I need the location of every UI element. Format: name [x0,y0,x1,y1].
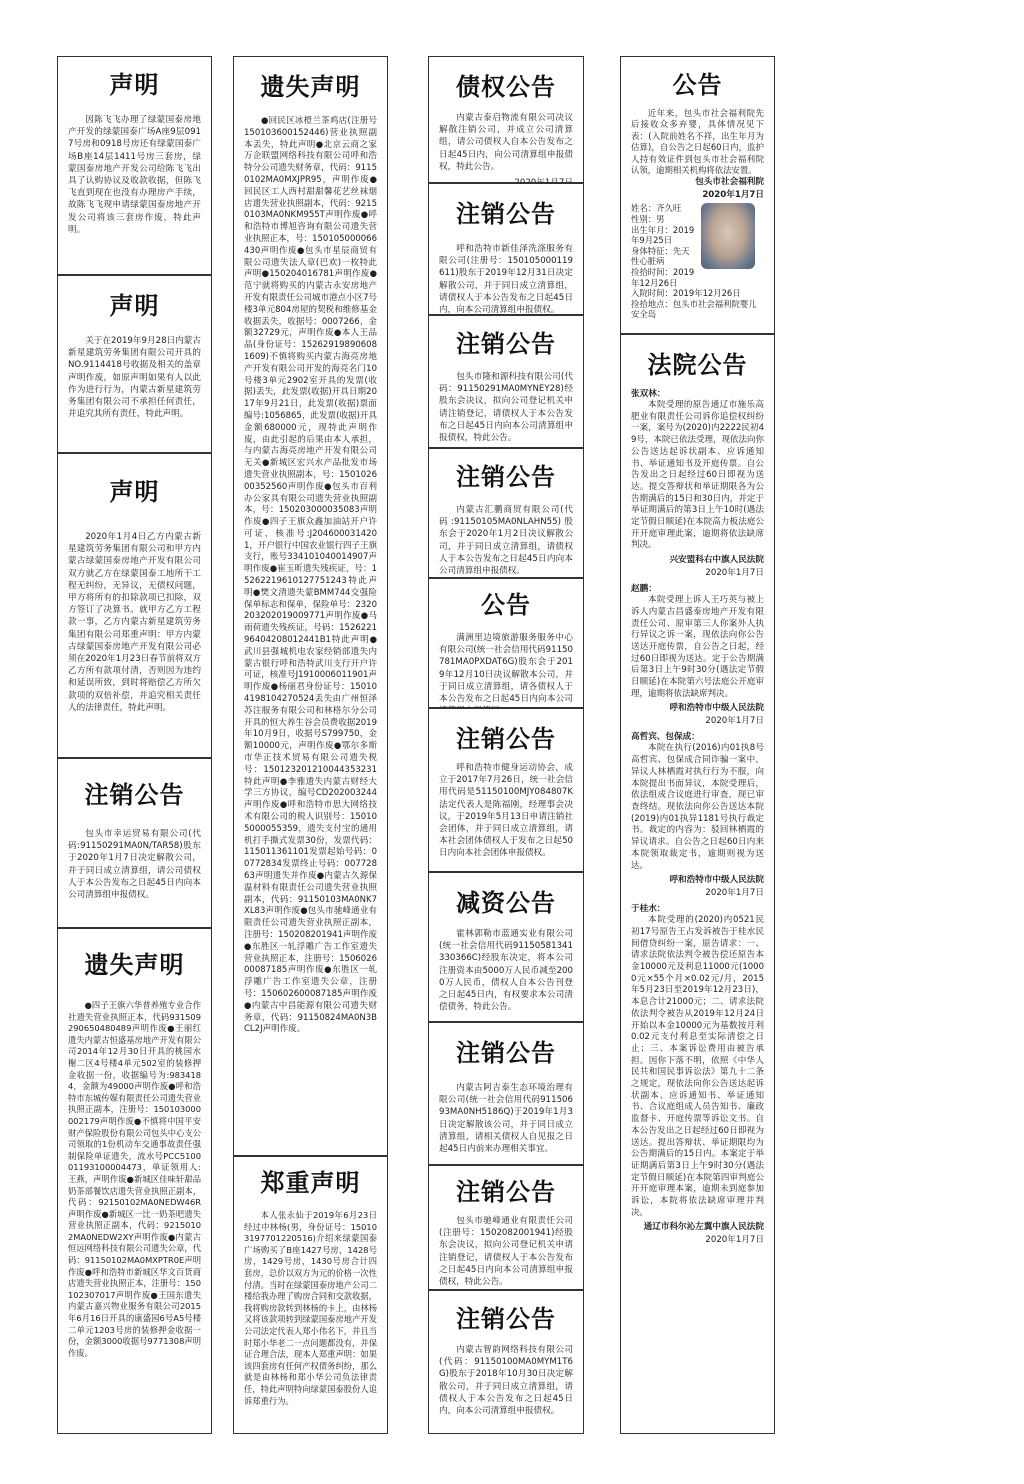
notice-title: 郑重声明 [260,1168,361,1197]
notice-title: 减资公告 [456,888,556,917]
notice-box [428,1165,584,1290]
child-line: 捡拾地点：包头市社会福利院婴儿安全岛 [631,298,757,320]
child-line: 捡拾时间：2019 [631,267,695,277]
court-date: 2020年1月7日 [705,1234,764,1245]
notice-body: 包头市驰峰通业有限责任公司(注册号：1502082001941)经股东会决议，拟向公司登记机关申请注销登记，请债权人于本公告发布之日起45日内向本公司清算组申报债权，特此公告。 [439,1216,573,1288]
child-line: 身体特征：先天 [631,245,690,256]
notice-org: 包头市社会福利院 [695,177,764,188]
court-party: 高哲宾、包保成： [631,732,700,743]
notice-box [57,928,212,1434]
notice-title: 注销公告 [456,199,556,228]
notice-date: 2020年1月7日 [702,189,764,200]
notice-body: 呼和浩特市新佳泽洗涤服务有限公司(注册号：150105000119611)股东于2019年12月31日决定解散公司，并于同日成立清算组，请债权人于本公告发布之日起45日内，向本公司清算组申报债权。 [439,244,573,316]
notice-box [57,453,212,758]
child-line: 年9月25日 [631,235,673,246]
notice-title: 公告 [481,590,531,619]
notice-box [57,275,212,453]
court-body: 本院受理的原告通辽市施乐高肥业有限责任公司诉你追偿权纠纷一案，案号为(2020)内2222民初49号，本院已依法受理，现依法向你公告送达起诉状副本、应诉通知书、举证通知书及开庭传票。自公告发出之日起经过60日即视为送达。提交答辩状和举证期限各为公告期满后的15日和30日内，并定于举证期满后的第3日上午10时(遇法定节假日顺延)在本院高力板法庭公开开庭审理此案，逾期将依法缺席判决。 [631,400,764,551]
notice-title: 注销公告 [456,1304,556,1333]
notice-title: 注销公告 [456,462,556,491]
notice-title: 注销公告 [456,1177,556,1206]
notice-box [428,315,584,448]
child-photo [701,203,755,269]
court-party: 于桂水： [631,904,666,915]
notice-body: 内蒙古阿吉泰生态环境治理有限公司(统一社会信用代码91150693MA0NH5186Q)于2019年1月3日决定解散该公司，并于同日成立清算组，请相关债权人自见报之日起45日内前来办理相关事宜。 [439,1083,573,1155]
notice-title: 声明 [109,70,160,99]
notice-body: 包头市隆和源科技有限公司(代码：91150291MA0MYNEY28)经股东会决议，拟向公司登记机关申请注销登记，请债权人于本公告发布之日起45日内向本公司清算组申报债权，特此公告。 [439,372,573,444]
notice-body: 内蒙古汇鹏商贸有限公司(代码:91150105MA0NLAHN55)股东会于2020年1月2日决议解散公司，并于同日成立清算组，请债权人于本公告发布之日起45日内向本公司清算组申报债权。 [439,505,573,577]
court-date: 2020年1月7日 [705,715,764,726]
notice-box [57,758,212,928]
notice-title: 遗失声明 [260,72,361,101]
notice-body: ●回民区冰橙兰茶鸡店(注册号150103600152446)营业执照副本丢失，特此声明●北京云商之家万企联盟网络科技有限公司呼和浩特分公司遗失财务章，代码：91150102MA0MXJPR95，声明作废●回民区工人西村甜甜馨花艺丝袜烟店遗失营业执照副本，代码：92150103MA0NKM955T声明作废●呼和浩特市博旭咨询有限公司遗失营业执照正本，号：150105000066430声明作废●包头市星辰商贸有限公司遗失法人章(巴欢)一枚特此声明●150204016781声明作废●范宁就将购买的内蒙古永安房地产开发有限责任公司城市港点小区7号楼3单元804房屋的契税和维修基金收据丢失，收据号：0007266，金额32729元，声明作废●本人王品品(身份证号：152629198906081609)不慎将购买内蒙古海亮房地产开发有限公司开发的海亮名门10号楼3单元2902室开具的发票(收据)丢失，此发票(收据)开具日期2017年9月21日，此发票(收据)票面编号:1056865，此发票(收据)开具金额680000元，现特此声明作废，由此引起的后果由本人承担，与内蒙古海亮房地产开发有限公司无关●新城区宏兴水产品批发市场遗失营业执照副本，号：150102600352560声明作废●包头市百利办公家具有限公司遗失营业执照副本，号：150203000035083声明作废●四子王旗众鑫加油站开户许可证，核准号:J2046000314201，开户银行中国农业银行四子王旗支行，账号334101040014907声明作废●崔玉昕遗失残疾证，号：15262219610127751243特此声明●樊文清遗失蒙BMM744交强险保单标志和保单，保险单号：2320203202019009771声明作废●马雨荷遗失残疾证，号码：152622196404208012441B1特此声明●武川县强城机电农家经销部遗失内蒙古银行呼和浩特武川支行开户许可证，核准号J1910006011901声明作废●杨丽君身份证号：150104198104270524丢失由广州恒泽苏注服务有限公司和林格尔分公司开具的恒大养生谷会员费收据2019年10月9日，收据号S799750，金额10000元，声明作废●鄂尔多斯市华正技术贸易有限公司遗失税号：150123201210044353231特此声明●李雅遗失内蒙古财经大学三方协议，编号CD202003244声明作废●呼和浩特市思大网络技术有限公司的税人识别号：150105000055359，遗失支付宝的通用机打手撕式发票30份，发票代码：115011361101发票起始号码：00772834发票终止号码：00772863声明遗失并作废●内蒙古久源保温材料有限责任公司遗失营业执照副本，代码：91150103MA0NK7XL83声明作废●包头市驰峰通业有限责任公司遗失营业执照正副本，注册号：150208201941声明作废●东胜区一轧浮雕广告工作室遗失营业执照正本，注册号：150602600087185声明作废●东胜区一轧浮雕广告工作室遗失公章，注册号：150602600087185声明作废●内蒙古中昌能源有限公司遗失财务章，代码：91150824MA0N3BCL2J声明作废。 [244,116,377,1035]
notice-body: 满洲里边境旅游服务服务中心有限公司(统一社会信用代码91150781MA0PXDAT6G)股东会于2019年12月10日决议解散本公司，并于同日成立清算组，请各债权人于本公告发布之日起45日内向本公司 [439,633,573,705]
notice-body: 关于在2019年9月28日内蒙古新星建筑劳务集团有限公司开具的NO.9114418号收据及相关的盖章声明作废，如原声明如果有人以此作为进行行为，内蒙古新星建筑劳务集团有限公司不承担任何责任，并追究其所有责任，特此声明。 [68,336,201,420]
notice-title: 注销公告 [456,724,556,753]
court-body: 本院在执行(2016)内01执8号高哲宾、包保成合同诈骗一案中，异议人林栖霞对执行行为不服，向本院提出书面异议，本院受理后，依法组成合议庭进行审查，现已审查终结。现依法向你公告送达本院(2019)内01执异1181号执行裁定书。裁定的内容为：驳回林栖霞的异议请求。自公告之日起60日内来本院领取裁定书，逾期则视为送达。 [631,743,764,871]
notice-box [57,56,212,275]
notice-body: ●四子王旗六华普养殖专业合作社遗失营业执照正本，代码931509290650480489声明作废●王丽红遗失内蒙古恒盛基房地产开发有限公司2014年12月30日开具的桃园水榭二区4号楼4单元502室的装修押金收据一份，收据编号为:9834184，金额为49000声明作废●呼和浩特市东城传媒有限责任公司遗失营业执照正副本，注册号：150103000002179声明作废●不慎将中国平安财产保险股份有限公司包头中心支公司领取的1份机动车交通事故责任强制保险单证遗失，流水号PCC510001193100004473，单证领用人:王燕，声明作废●新城区佳味轩甜品奶茶部餐饮店遗失营业执照正副本，代码：92150102MA0NEDW46R声明作废●新城区一比一奶茶吧遗失营业执照正副本，代码：92150102MA0NEDW2XY声明作废●内蒙古恒远网络科技有限公司遗失公章，代码：91150102MA0MXPTR0E声明作废●呼和浩特市新城区华文百货商店遗失营业执照正本，注册号：150102307017声明作废●王国东遗失内蒙古嘉兴物业服务有限公司2015年6月16日开具的康盛园6号A5号楼二单元1203号房的装修押金收据一份，金额3000收据号9771308声明作废。 [68,1000,201,1358]
notice-body: 内蒙古泰启物流有限公司决议解散注销公司，并成立公司清算组，请公司债权人自本公告发布之日起45日内，向公司清算组申报债权，特此公告。 [439,113,573,172]
child-line: 姓名：齐久旺 [631,203,682,214]
court-party: 赵鹏： [631,584,657,595]
child-line: 性心脏病 [631,256,665,267]
notice-box [428,1290,584,1434]
notice-body: 2020年1月4日乙方内蒙古新星建筑劳务集团有限公司和甲方内蒙古绿蒙国泰房地产开发有限公司双方就乙方在绿蒙国泰工地所干工程无纠纷，无异议，无债权问题，甲方将所有的扣除款项已扣除，双方签订了决算书。就甲方乙方工程款一事，乙方内蒙古新星建筑劳务集团有限公司郑重声明：甲方内蒙古绿蒙国泰房地产开发有限公司必须在2020年1月23日春节前将双方乙方所有款项付清，否则因为违约和延误所致，到时将赔偿乙方所欠款项的双倍补偿，并追究相关责任人的法律责任，特此声明。 [68,532,201,713]
notice-body: 呼和浩特市健身运动协会，成立于2017年7月26日，统一社会信用代码是51150100MJY084807K法定代表人是陈福刚，经理事会决议，于2019年5月13日申请注销社会团体，并于同日成立清算组，请本社会团体债权人于发布之日起50日内向本社会团体申报债权。 [439,763,573,859]
notice-title: 法院公告 [647,350,748,379]
child-line: 入院时间：2019年12月26日 [631,288,741,299]
notice-body: 因陈飞飞办理了绿蒙国泰房地产开发的绿蒙国泰广场A座9层0917号房和0918号房还有绿蒙国泰广场B座14层1411号房三套房，绿蒙国泰房地产开发公司给陈飞飞出具了认购协议及收款收据，但陈飞飞直到现在也没有办理房产手续，故陈飞飞现申请绿蒙国泰房地产开发公司将该三套房作废，特此声明。 [68,115,201,235]
notice-title: 声明 [109,477,160,506]
court-party: 张双林： [631,389,666,399]
notice-box [428,183,584,315]
child-line: 出生年月：2019 [631,224,695,235]
court-date: 2020年1月7日 [705,887,764,898]
notice-box [620,334,775,1434]
court-org: 通辽市科尔沁左翼中旗人民法院 [643,1222,764,1233]
notice-box [428,56,584,183]
court-org: 呼和浩特市中级人民法院 [669,875,764,886]
notice-box [233,1156,388,1434]
notice-box [428,708,584,872]
notice-title: 注销公告 [84,780,185,809]
notice-body: 本人张永仙于2019年6月23日经过中林杨(男，身份证号：150103197701220516)介绍来绿蒙国泰广场购买了B座1427号房，1428号房，1429号房，1430号房合计四套房，总价以双方为元的价格一次性付清。当时在绿蒙国泰房地产公司二楼给我办理了购房合同和交款收据，我将购房款转到林杨的卡上，由林杨又将该款项转到绿蒙国泰房地产开发公司法定代表人郑小伟名下，并且当时郑小华老二一点问题都没有，并保证合理合法，现本人郑重声明：如果该四套房有任何产权债务纠纷，那么就是由林杨和郑小华公司负法律责任，特此声明特向绿蒙国泰股份人追诉郑重行为。 [244,1210,377,1406]
notice-title: 遗失声明 [84,950,185,979]
notice-title: 注销公告 [456,1038,556,1067]
child-line: 年12月26日 [631,277,678,288]
notice-title: 债权公告 [456,72,556,101]
notice-body: 近年来，包头市社会福利院先后接收众多弃婴，具体情况见下表：(入院前姓名不祥，出生年月为估算)，自公告之日起60日内，监护人持有效证件到包头市社会福利院认领，逾期相关机构将依法安置。 [631,108,764,176]
notice-box [428,578,584,708]
court-org: 呼和浩特市中级人民法院 [669,703,764,714]
court-date: 2020年1月7日 [705,567,764,578]
notice-title: 注销公告 [456,329,556,358]
notice-box [233,56,388,1156]
notice-body: 内蒙古智韵网络科技有限公司(代码：91150100MA0MYM1T6G)股东于2018年10月30日决定解散公司，并于同日成立清算组，请债权人于本公告发布之日起45日内，向本公司清算组申报债权。 [439,1345,573,1417]
notice-title: 公告 [672,70,723,99]
court-body: 本院受理上诉人王巧英与被上诉人内蒙古昌盛泰房地产开发有限责任公司、原审第三人你案外人执行异议之诉一案，现依法向你公告送达开庭传票，自公告之日起，经过60日即视为送达。定于公告期满后第3日上午9时30分(遇法定节假日顺延)在本院第六号法庭公开庭审理，逾期将依法缺席判决。 [631,595,764,699]
notice-box [428,872,584,1022]
court-org: 兴安盟科右中旗人民法院 [669,555,764,566]
notice-title: 声明 [109,291,160,320]
child-line: 性别：男 [631,214,665,225]
notice-box [428,1022,584,1165]
court-body: 本院受理的(2020)内0521民初17号原告王占发诉被告于桂水民间借贷纠纷一案，原告请求：一、请求法院依法判令被告偿还原告本金10000元及利息11000元(10000元×55个月×0.02元/月，2015年5月23日至2019年12月23日)，本息合计21000元；二、请求法院依法判令被告从2019年12月24日开始以本金10000元为基数按月利0.02元支付利息至实际清偿之日止；三、本案诉讼费用由被告承担。因你下落不明，依照《中华人民共和国民事诉讼法》第九十二条之规定，现依法向你公告送达起诉状副本、应诉通知书、举证通知书、合议庭组成人员告知书、廉政监督卡、开庭传票等诉讼文书。自本公告发出之日起经过60日即视为送达。提出答辩状、举证期限均为公告期满后的15日内。本案定于举证期满后第3日上午9时30分(遇法定节假日顺延)在本院第四审判庭公开开庭审理本案，逾期未到庭参加诉讼，本院将依法缺席审理并判决。 [631,915,764,1218]
notice-body: 霍林郭勒市蓝通实业有限公司(统一社会信用代码91150581341330366C)经股东决定，将本公司注册资本由5000万人民币减至2000万人民币，债权人自本公告刊登之日起45日内，有权要求本公司清偿债务，特此公告。 [439,929,573,1013]
notice-box [620,56,775,334]
notice-body: 包头市幸运贸易有限公司(代码:91150291MA0N/TAR58)股东于2020年1月7日决定解散公司，并于同日成立清算组，请公司债权人于本公告发布之日起45日内向本公司清算组申报债权。 [68,829,201,901]
notice-box [428,448,584,578]
